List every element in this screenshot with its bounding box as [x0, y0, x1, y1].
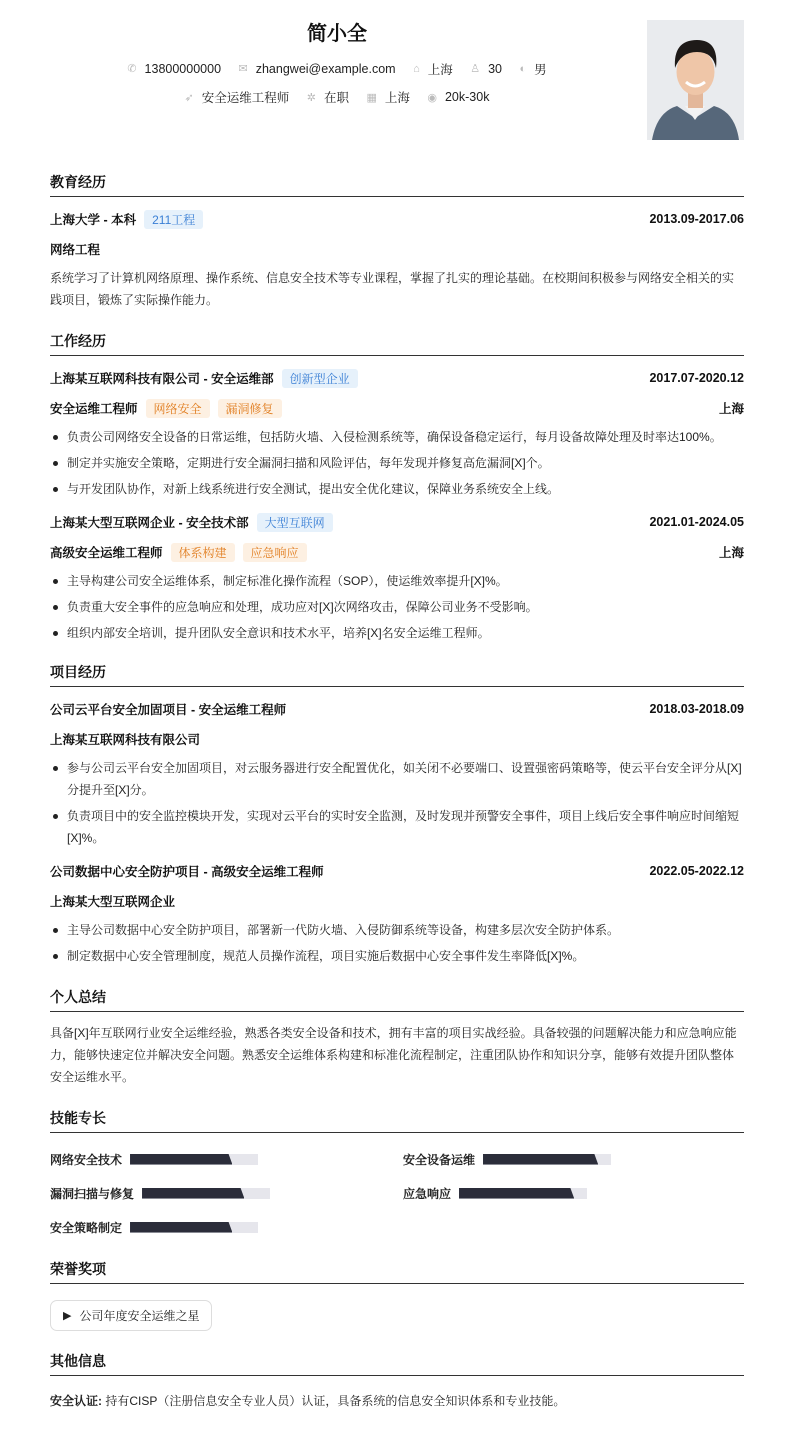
skill-item [403, 1185, 744, 1201]
section-title: 教育经历 [50, 172, 744, 197]
gender-icon: ◐ [519, 63, 527, 75]
work-header [50, 370, 744, 386]
salary-icon: ◉ [427, 91, 437, 104]
skill-bar-fill [142, 1188, 244, 1199]
resume-header [50, 0, 744, 150]
send-icon: ➶ [184, 91, 194, 104]
bullet-item: 组织内部安全培训，提升团队安全意识和技术水平，培养[X]名安全运维工程师。 [50, 622, 744, 644]
cert-text: 持有CISP（注册信息安全专业人员）认证，具备系统的信息安全知识体系和专业技能。 [105, 1394, 566, 1408]
bullet-list [50, 919, 744, 967]
skill-tag: 体系构建 [171, 543, 235, 562]
building-icon: ▦ [366, 91, 377, 104]
section-title: 工作经历 [50, 331, 744, 356]
project-company: 上海某互联网科技有限公司 [50, 733, 201, 747]
skill-name: 漏洞扫描与修复 [50, 1186, 135, 1201]
other-section [50, 1351, 744, 1412]
age-icon: ♙ [470, 63, 481, 75]
project-section [50, 662, 744, 967]
candidate-name: 简小全 [307, 23, 367, 45]
skill-bar [142, 1188, 270, 1199]
city: 上海 [427, 63, 453, 77]
email-icon: ✉ [238, 63, 248, 75]
project-header [50, 701, 744, 717]
work-left [50, 513, 333, 532]
summary-section [50, 987, 744, 1088]
award-item[interactable] [50, 1300, 212, 1331]
skill-name: 应急响应 [403, 1186, 452, 1201]
cert-label: 安全认证: [50, 1394, 102, 1408]
skill-bar-fill [459, 1188, 574, 1199]
skill-bar [130, 1154, 258, 1165]
project-company-row [50, 893, 744, 909]
bullet-item: 主导构建公司安全运维体系，制定标准化操作流程（SOP），使运维效率提升[X]%。 [50, 570, 744, 592]
company-tag: 大型互联网 [257, 513, 333, 532]
job-status: 在职 [323, 91, 349, 105]
section-title: 个人总结 [50, 987, 744, 1012]
award-label: 公司年度安全运维之星 [79, 1309, 200, 1323]
work-city: 上海 [384, 91, 410, 105]
bullet-list [50, 757, 744, 849]
bullet-item: 制定数据中心安全管理制度，规范人员操作流程，项目实施后数据中心安全事件发生率降低[X]%。 [50, 945, 744, 967]
skill-bar [459, 1188, 587, 1199]
salary: 20k-30k [444, 90, 490, 104]
work-city: 上海 [718, 546, 744, 560]
work-item [50, 370, 744, 500]
home-icon: ⌂ [413, 63, 420, 75]
skill-bar-fill [483, 1154, 598, 1165]
skill-tag: 漏洞修复 [218, 399, 282, 418]
bullet-item: 负责重大安全事件的应急响应和处理，成功应对[X]次网络攻击，保障公司业务不受影响。 [50, 596, 744, 618]
skill-name: 安全设备运维 [403, 1152, 476, 1167]
summary-text: 具备[X]年互联网行业安全运维经验，熟悉各类安全设备和技术，拥有丰富的项目实战经验。具备较强的问题解决能力和应急响应能力，能够快速定位并解决安全问题。熟悉安全运维体系构建和标准化流程制定，注重团队协作和知识分享，能够有效提升团队整体安全运维水平。 [50, 1026, 737, 1084]
company-tag: 创新型企业 [282, 369, 358, 388]
age: 30 [488, 61, 502, 76]
resume [50, 0, 744, 1412]
school-tag: 211工程 [144, 210, 203, 229]
work-left [50, 369, 358, 388]
job-intent-row [50, 88, 624, 106]
project-company-row [50, 731, 744, 747]
school: 上海大学 - 本科 [50, 213, 137, 227]
section-title: 荣誉奖项 [50, 1259, 744, 1284]
work-city: 上海 [718, 402, 744, 416]
email: zhangwei@example.com [255, 61, 396, 76]
bullet-item: 与开发团队协作，对新上线系统进行安全测试，提出安全优化建议，保障业务系统安全上线。 [50, 478, 744, 500]
bullet-item: 制定并实施安全策略，定期进行安全漏洞扫描和风险评估，每年发现并修复高危漏洞[X]个。 [50, 452, 744, 474]
role-left [50, 543, 307, 562]
education-desc: 系统学习了计算机网络原理、操作系统、信息安全技术等专业课程，掌握了扎实的理论基础。在校期间积极参与网络安全相关的实践项目，锻炼了实际操作能力。 [50, 271, 735, 307]
education-section [50, 172, 744, 311]
project-header [50, 863, 744, 879]
bullet-list [50, 570, 744, 644]
role-row [50, 544, 744, 560]
company: 上海某大型互联网企业 - 安全技术部 [50, 516, 249, 530]
date: 2013.09-2017.06 [649, 212, 744, 226]
date: 2021.01-2024.05 [649, 515, 744, 529]
bullet-item: 主导公司数据中心安全防护项目，部署新一代防火墙、入侵防御系统等设备，构建多层次安全防护体系。 [50, 919, 744, 941]
skill-item [403, 1151, 744, 1167]
role: 高级安全运维工程师 [50, 546, 163, 560]
role: 安全运维工程师 [50, 402, 138, 416]
major: 网络工程 [50, 243, 101, 257]
section-title: 其他信息 [50, 1351, 744, 1376]
role-row [50, 400, 744, 416]
bullet-item: 负责项目中的安全监控模块开发，实现对云平台的实时安全监测，及时发现并预警安全事件，项目上线后安全事件响应时间缩短[X]%。 [50, 805, 744, 849]
date: 2017.07-2020.12 [649, 371, 744, 385]
skill-bar-fill [130, 1154, 232, 1165]
phone-icon: ✆ [127, 63, 137, 75]
work-section [50, 331, 744, 644]
skills-section [50, 1108, 744, 1235]
date: 2022.05-2022.12 [649, 864, 744, 878]
expand-triangle-icon: ▶ [63, 1310, 72, 1322]
project-name: 公司云平台安全加固项目 - 安全运维工程师 [50, 703, 287, 717]
avatar-photo [647, 20, 744, 140]
skill-tag: 应急响应 [243, 543, 307, 562]
skill-bar [130, 1222, 258, 1233]
position: 安全运维工程师 [201, 91, 290, 105]
project-item [50, 863, 744, 967]
work-item [50, 514, 744, 644]
contact-row [50, 60, 624, 78]
project-name: 公司数据中心安全防护项目 - 高级安全运维工程师 [50, 865, 324, 879]
role-left [50, 399, 282, 418]
skill-item [50, 1151, 403, 1167]
bullet-item: 负责公司网络安全设备的日常运维，包括防火墙、入侵检测系统等，确保设备稳定运行，每月设备故障处理及时率达100%。 [50, 426, 744, 448]
bullet-list [50, 426, 744, 500]
company: 上海某互联网科技有限公司 - 安全运维部 [50, 372, 274, 386]
section-title: 技能专长 [50, 1108, 744, 1133]
work-header [50, 514, 744, 530]
skill-name: 网络安全技术 [50, 1152, 123, 1167]
gender: 男 [534, 63, 547, 77]
skill-name: 安全策略制定 [50, 1220, 123, 1235]
project-item [50, 701, 744, 849]
honors-section [50, 1259, 744, 1351]
skill-bar-fill [130, 1222, 232, 1233]
bullet-item: 参与公司云平台安全加固项目，对云服务器进行安全配置优化，如关闭不必要端口、设置强密码策略等，使云平台安全评分从[X]分提升至[X]分。 [50, 757, 744, 801]
skill-bar [483, 1154, 611, 1165]
skill-item [50, 1219, 403, 1235]
skill-item [50, 1185, 403, 1201]
date: 2018.03-2018.09 [649, 702, 744, 716]
project-company: 上海某大型互联网企业 [50, 895, 176, 909]
status-icon: ✲ [306, 91, 316, 104]
section-title: 项目经历 [50, 662, 744, 687]
phone: 13800000000 [144, 61, 222, 76]
skill-tag: 网络安全 [146, 399, 210, 418]
